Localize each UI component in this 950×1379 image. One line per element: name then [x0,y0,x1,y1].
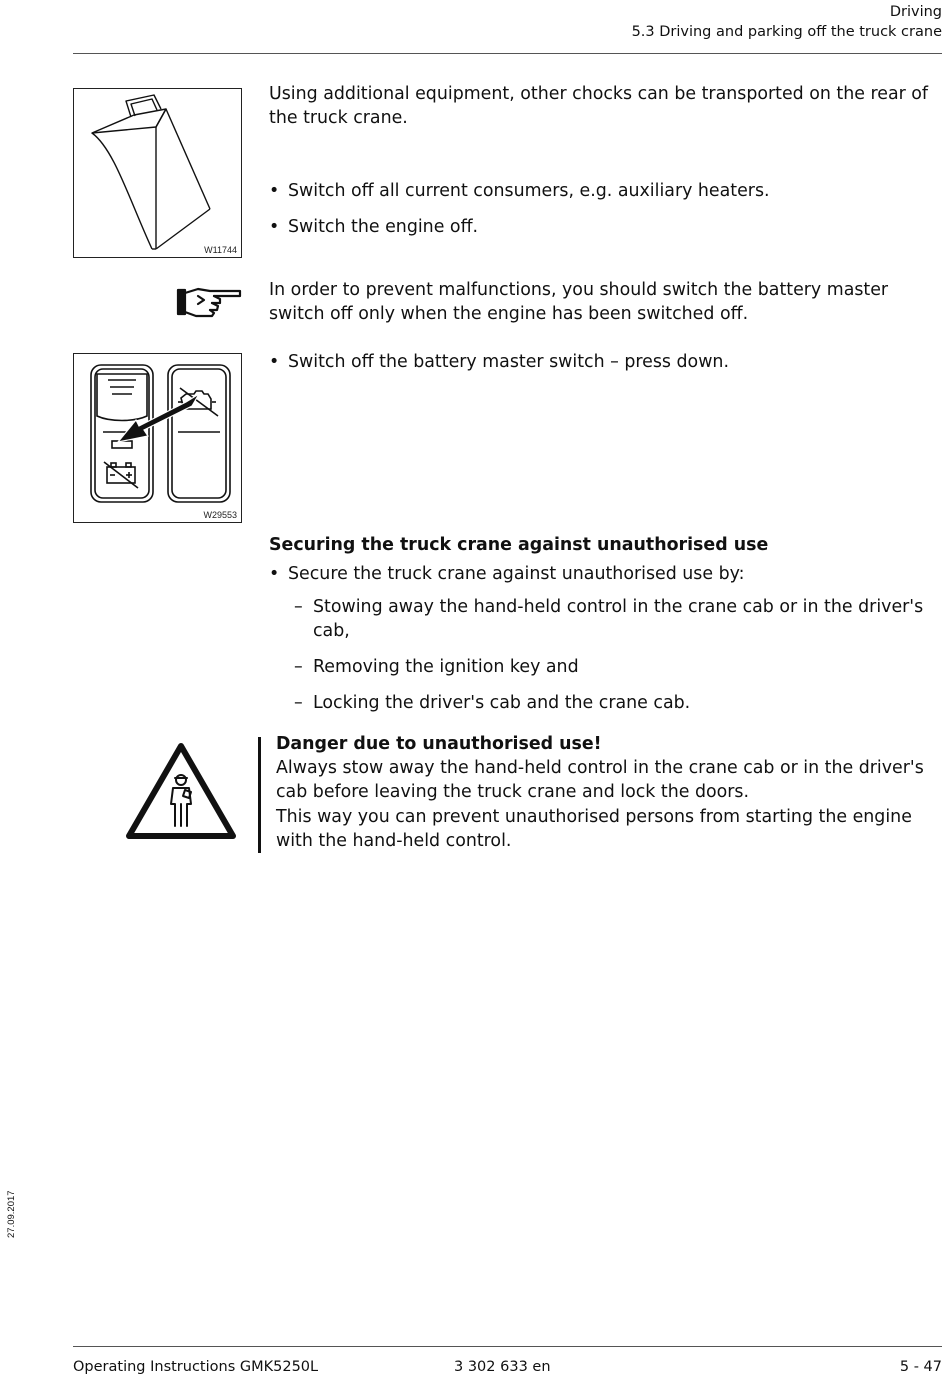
securing-heading: Securing the truck crane against unauthorised use [269,535,769,555]
header-section: 5.3 Driving and parking off the truck crane [631,24,942,40]
footer-page-number: 5 - 47 [899,1359,942,1375]
dash-mark: – [294,597,303,617]
switch-figure [73,353,242,523]
danger-bar [258,737,261,853]
switch-illustration [74,354,241,522]
note-text: In order to prevent malfunctions, you should switch the battery master switch off only when the engine has been switched off. [269,280,889,324]
dash-mark: – [294,693,303,713]
header-rule [73,53,942,54]
switch-figure-code: W29553 [203,510,237,520]
footer-doc-title: Operating Instructions GMK5250L [73,1359,319,1375]
bullet-mark: • [269,181,280,201]
chock-illustration [74,89,241,257]
footer-rule [73,1346,942,1347]
bullet-mark: • [269,564,280,584]
pointing-hand-icon [176,284,242,318]
danger-title: Danger due to unauthorised use! [276,734,602,754]
chock-text: Using additional equipment, other chocks can be transported on the rear of the truck crane. [269,84,929,128]
bullet-battery-switch: Switch off the battery master switch – press down. [288,352,729,372]
danger-line-2: This way you can prevent unauthorised persons from starting the engine with the hand-held control. [276,807,912,851]
chock-figure-code: W11744 [204,245,237,255]
bullet-mark: • [269,217,280,237]
header-chapter: Driving [889,4,942,20]
securing-item-lock: Locking the driver's cab and the crane cab. [313,693,691,713]
bullet-secure: Secure the truck crane against unauthorised use by: [288,564,745,584]
side-date: 27.09.2017 [6,1190,17,1238]
bullet-engine-off: Switch the engine off. [288,217,479,237]
bullet-consumers: Switch off all current consumers, e.g. auxiliary heaters. [288,181,770,201]
footer-doc-number: 3 302 633 en [454,1359,551,1375]
securing-item-stow: Stowing away the hand-held control in the crane cab or in the driver's cab, [313,597,924,641]
securing-item-key: Removing the ignition key and [313,657,579,677]
bullet-mark: • [269,352,280,372]
danger-warning-icon [125,742,237,840]
dash-mark: – [294,657,303,677]
chock-figure [73,88,242,258]
danger-line-1: Always stow away the hand-held control in the crane cab or in the driver's cab before leaving the truck crane and lock the doors. [276,758,924,802]
